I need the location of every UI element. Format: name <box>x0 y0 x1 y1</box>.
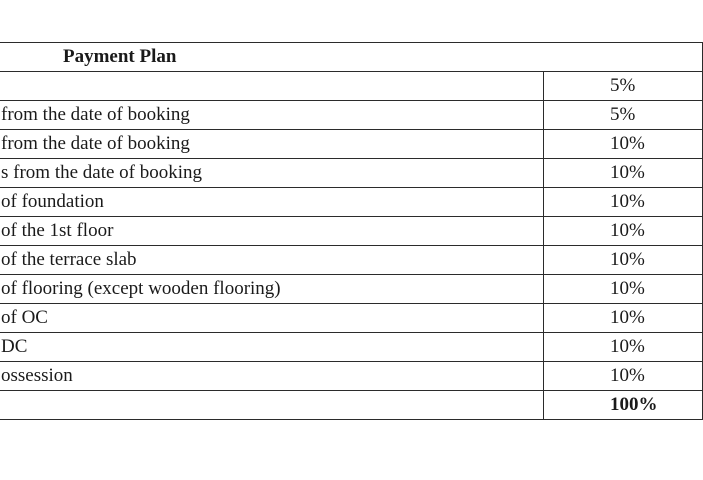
table-header-row <box>0 43 703 72</box>
total-label-cell <box>0 391 544 420</box>
table-row <box>0 275 703 304</box>
stage-text: of the terrace slab <box>1 249 137 270</box>
amount-cell <box>544 362 703 391</box>
stage-cell <box>0 304 544 333</box>
table-row <box>0 304 703 333</box>
stage-text: s from the date of booking <box>1 162 203 183</box>
table-row <box>0 362 703 391</box>
table-row <box>0 159 703 188</box>
stage-text: from the date of booking <box>1 133 190 154</box>
amount-text: 10% <box>610 336 645 357</box>
table-row <box>0 333 703 362</box>
stage-cell <box>0 101 544 130</box>
table-row <box>0 130 703 159</box>
amount-text: 10% <box>610 307 645 328</box>
amount-text: 10% <box>610 191 645 212</box>
amount-text: 10% <box>610 133 645 154</box>
table-row <box>0 188 703 217</box>
table-body <box>0 72 703 420</box>
amount-text: 10% <box>610 278 645 299</box>
stage-text: DC <box>1 336 28 357</box>
table-title: Payment Plan <box>63 46 177 67</box>
amount-text: 5% <box>610 75 636 96</box>
amount-text: 10% <box>610 162 645 183</box>
stage-text: ossession <box>1 365 73 386</box>
amount-cell <box>544 333 703 362</box>
stage-text: of foundation <box>1 191 104 212</box>
stage-text: of flooring (except wooden flooring) <box>1 278 281 299</box>
stage-cell <box>0 159 544 188</box>
stage-text: of the 1st floor <box>1 220 114 241</box>
amount-text: 5% <box>610 104 636 125</box>
stage-cell <box>0 217 544 246</box>
amount-cell <box>544 101 703 130</box>
table-row <box>0 72 703 101</box>
total-amount-cell <box>544 391 703 420</box>
stage-cell <box>0 333 544 362</box>
amount-cell <box>544 304 703 333</box>
stage-cell <box>0 130 544 159</box>
amount-text: 10% <box>610 220 645 241</box>
amount-text: 10% <box>610 365 645 386</box>
table-row <box>0 246 703 275</box>
stage-cell <box>0 188 544 217</box>
table-title-cell <box>0 43 703 72</box>
amount-cell <box>544 72 703 101</box>
total-row <box>0 391 703 420</box>
total-amount: 100% <box>610 394 658 415</box>
stage-cell <box>0 72 544 101</box>
table-row <box>0 101 703 130</box>
stage-text: of OC <box>1 307 48 328</box>
amount-cell <box>544 217 703 246</box>
amount-cell <box>544 188 703 217</box>
amount-cell <box>544 246 703 275</box>
table-row <box>0 217 703 246</box>
amount-cell <box>544 275 703 304</box>
stage-text: from the date of booking <box>1 104 190 125</box>
amount-text: 10% <box>610 249 645 270</box>
stage-cell <box>0 246 544 275</box>
stage-cell <box>0 362 544 391</box>
amount-cell <box>544 130 703 159</box>
payment-plan-table <box>0 42 703 420</box>
stage-cell <box>0 275 544 304</box>
amount-cell <box>544 159 703 188</box>
